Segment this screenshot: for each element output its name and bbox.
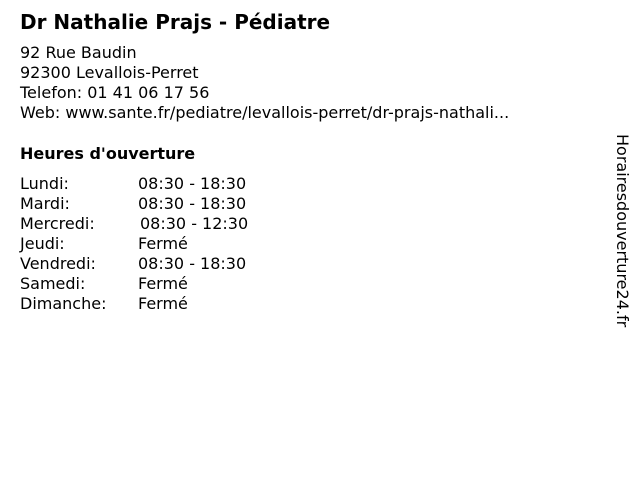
time-value: 08:30 - 18:30 [138, 194, 247, 213]
day-label: Vendredi: [20, 254, 96, 273]
day-label: Samedi: [20, 274, 86, 293]
time-value: Fermé [138, 274, 188, 293]
day-label: Jeudi: [20, 234, 65, 253]
day-label: Dimanche: [20, 294, 107, 313]
city-address: 92300 Levallois-Perret [20, 63, 199, 82]
site-watermark [612, 134, 632, 344]
street-address: 92 Rue Baudin [20, 43, 137, 62]
time-value: Fermé [138, 234, 188, 253]
day-label: Lundi: [20, 174, 69, 193]
time-value: 08:30 - 18:30 [138, 174, 247, 193]
time-value: Fermé [138, 294, 188, 313]
phone-number: Telefon: 01 41 06 17 56 [20, 83, 210, 102]
address-block [20, 43, 509, 123]
opening-hours-heading: Heures d'ouverture [20, 144, 196, 163]
day-label: Mercredi: [20, 214, 95, 233]
website-link[interactable]: Web: www.sante.fr/pediatre/levallois-perret/dr-prajs-nathali... [20, 103, 510, 122]
day-label: Mardi: [20, 194, 70, 213]
page-title: Dr Nathalie Prajs - Pédiatre [20, 10, 331, 34]
time-value: 08:30 - 12:30 [140, 214, 249, 233]
time-value: 08:30 - 18:30 [138, 254, 247, 273]
site-watermark-text: Horairesdouverture24.fr [613, 134, 632, 328]
